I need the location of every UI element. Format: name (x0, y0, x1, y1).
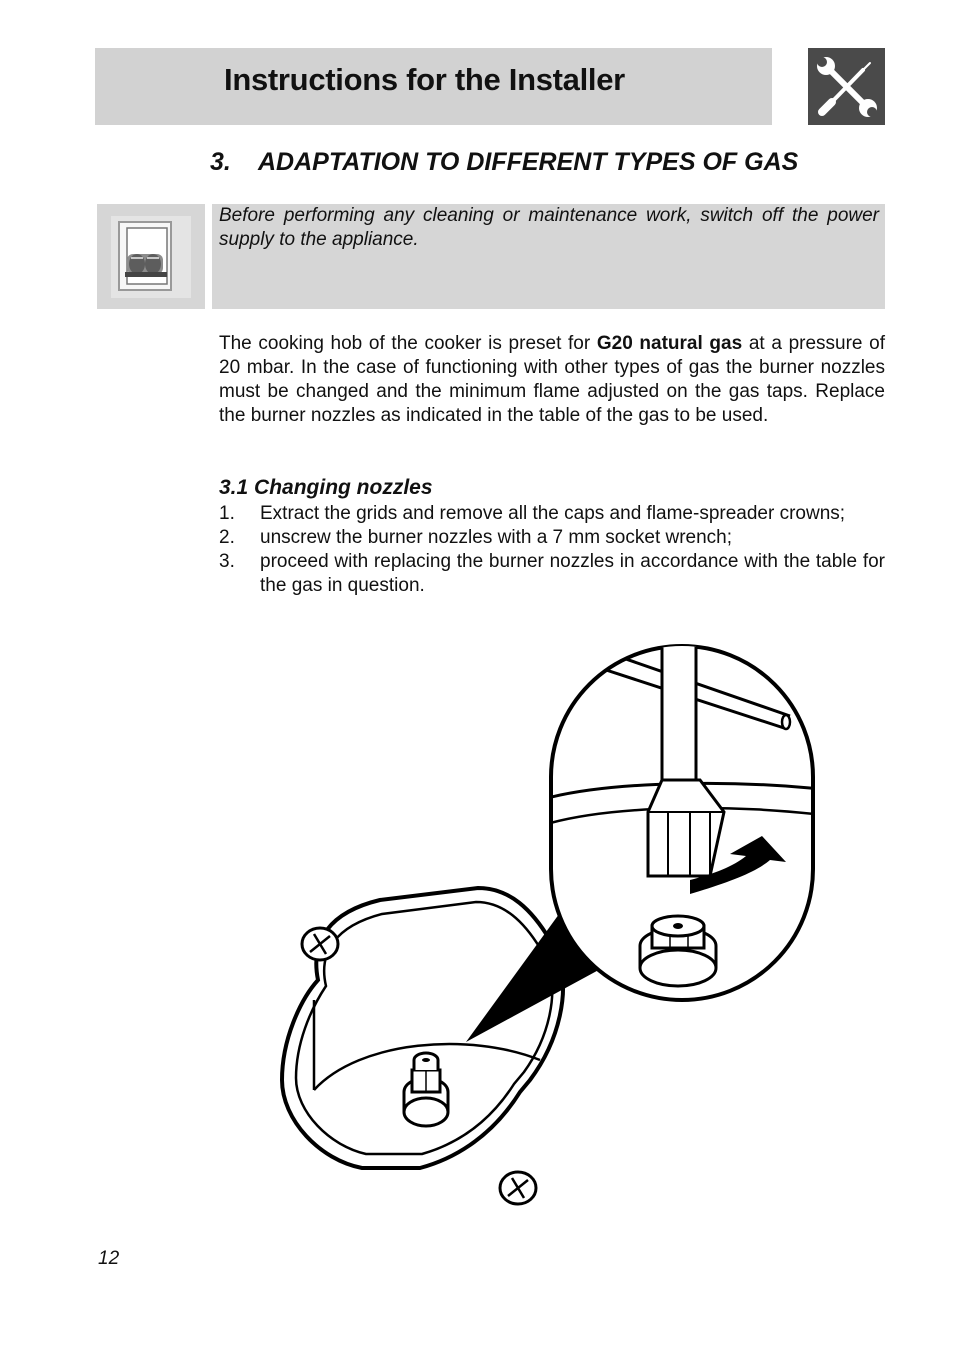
step-text: proceed with replacing the burner nozzles in accordance with the table for the gas in question. (260, 551, 885, 596)
section-title: ADAPTATION TO DIFFERENT TYPES OF GAS (258, 148, 799, 176)
section-heading (210, 148, 798, 177)
warning-icon-box (97, 204, 205, 309)
steps-list (219, 502, 885, 598)
list-item (219, 526, 885, 550)
warning-text: Before performing any cleaning or maintenance work, switch off the power supply to the appliance. (219, 205, 879, 250)
step-text: Extract the grids and remove all the caps and flame-spreader crowns; (260, 503, 846, 524)
power-switch-icon (97, 204, 205, 309)
intro-text-before: The cooking hob of the cooker is preset for (219, 333, 597, 354)
page-title: Instructions for the Installer (224, 62, 625, 97)
list-item (219, 502, 885, 526)
step-number: 1. (219, 503, 235, 524)
step-number: 3. (219, 551, 235, 572)
step-number: 2. (219, 527, 235, 548)
step-text: unscrew the burner nozzles with a 7 mm socket wrench; (260, 527, 733, 548)
intro-text-after: at a pressure of 20 mbar. In the case of functioning with other types of gas the burner nozzles must be changed and the minimum flame adjusted on the gas taps. Replace the burner nozzles as indicated in the table of the gas to be used. (219, 333, 886, 426)
subsection-title: 3.1 Changing nozzles (219, 476, 433, 499)
list-item (219, 550, 885, 598)
tools-icon (808, 48, 885, 125)
page-number: 12 (98, 1248, 120, 1269)
nozzle-replacement-illustration (270, 640, 830, 1225)
intro-paragraph (219, 332, 885, 428)
intro-gas-type: G20 natural gas (596, 333, 743, 354)
section-number: 3. (210, 148, 231, 176)
